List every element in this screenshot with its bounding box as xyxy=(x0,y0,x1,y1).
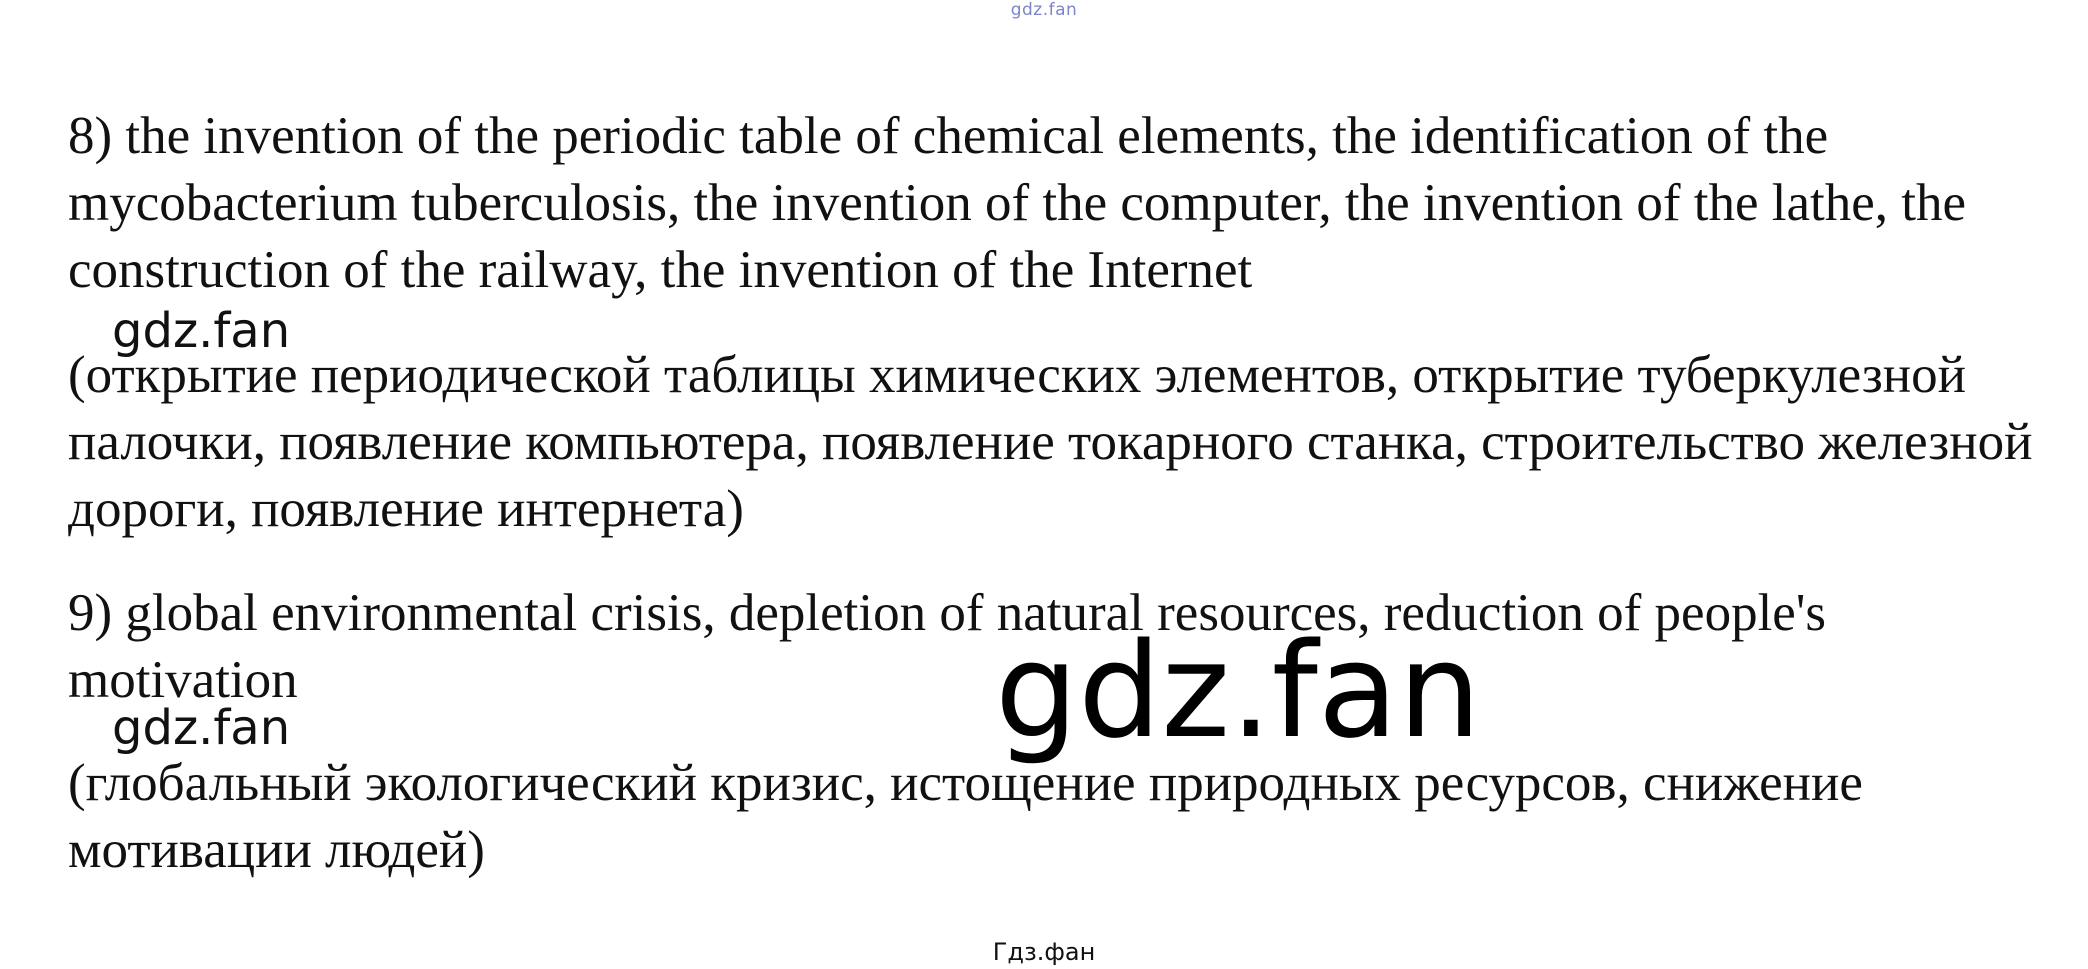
watermark-bottom: Гдз.фан xyxy=(992,938,1096,966)
watermark-small: gdz.fan xyxy=(112,303,291,359)
watermark-top: gdz.fan xyxy=(1010,0,1078,20)
watermark-small: gdz.fan xyxy=(112,700,291,756)
answer-9-russian: (глобальный экологический кризис, истощение природных ресурсов, снижение мотивации людей) xyxy=(68,754,1863,879)
answer-8-russian: (открытие периодической таблицы химических элементов, открытие туберкулезной палочки, появление компьютера, появление токарного станка, строительство железной дороги, появление интернета) xyxy=(68,346,2033,538)
answer-8-english: 8) the invention of the periodic table of chemical elements, the identification of the mycobacterium tuberculosis, the invention of the computer, the invention of the lathe, the construction of the railway, the invention of the Internet xyxy=(68,107,1966,299)
watermark-large: gdz.fan xyxy=(995,614,1482,767)
answer-9-english: 9) global environmental crisis, depletion of natural resources, reduction of people's motivation xyxy=(68,584,1827,709)
